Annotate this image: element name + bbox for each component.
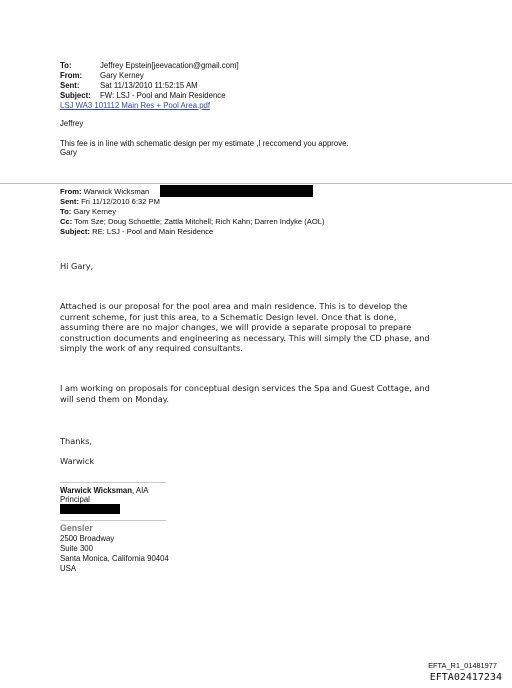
signature-name: Warwick Wicksman — [60, 486, 133, 495]
quoted-to-label: To: — [60, 207, 72, 216]
quoted-sent-value: Fri 11/12/2010 6:32 PM — [81, 197, 160, 206]
address-line: Suite 300 — [60, 544, 93, 553]
quoted-cc-label: Cc: — [60, 217, 73, 226]
body-name: Warwick — [60, 456, 95, 466]
body-p1-line: current scheme, for just this area, to a Schematic Design level. Once that is done, — [60, 311, 397, 322]
signature-title: Principal — [60, 495, 90, 504]
body-p2-line: will send them on Monday. — [60, 393, 169, 404]
quoted-sent-row — [60, 197, 325, 207]
subject-row — [60, 91, 239, 101]
sent-label: Sent: — [60, 81, 80, 90]
from-label: From: — [60, 71, 83, 80]
body-p2-line: I am working on proposals for conceptual design services the Spa and Guest Cottage, and — [60, 383, 430, 393]
body-p1-line: simply the work of any required consultants. — [60, 343, 243, 354]
quoted-cc-row — [60, 217, 325, 227]
address-line: USA — [60, 564, 77, 573]
quoted-cc-value: Tom Sze; Doug Schoettle; Zattla Mitchell; Rich Kahn; Darren Indyke (AOL) — [74, 217, 325, 226]
body-greeting: Hi Gary, — [60, 261, 94, 271]
signature-divider-bottom — [60, 520, 166, 521]
body-paragraph-1 — [60, 301, 430, 354]
quoted-sent-label: Sent: — [60, 197, 79, 206]
from-value: Gary Kerney — [100, 71, 144, 80]
quoted-from-label: From: — [60, 187, 82, 196]
to-row — [60, 61, 239, 71]
from-row — [60, 71, 239, 81]
subject-value: FW: LSJ - Pool and Main Residence — [100, 91, 226, 100]
signature-credential: , AIA — [132, 486, 149, 495]
quoted-subject-row — [60, 227, 325, 237]
message-separator — [0, 183, 512, 184]
email-header — [60, 61, 239, 111]
quoted-subject-label: Subject: — [60, 227, 90, 236]
address-line: Santa Monica, California 90404 — [60, 554, 169, 563]
quoted-to-row — [60, 207, 325, 217]
redaction-bar — [60, 504, 120, 514]
to-label: To: — [60, 61, 72, 70]
address-line: 2500 Broadway — [60, 534, 115, 543]
quoted-from-value: Warwick Wicksman — [83, 187, 150, 196]
attachment-link[interactable]: LSJ WA3 101112 Main Res + Pool Area.pdf — [60, 101, 211, 110]
body-p1-line: assuming there are no major changes, we will provide a separate proposal to prepare — [60, 322, 412, 333]
to-value: Jeffrey Epstein[jeevacation@gmail.com] — [100, 61, 239, 70]
footer-id-2: EFTA02417234 — [429, 672, 502, 683]
sent-row — [60, 81, 239, 91]
footer-id-1: EFTA_R1_01481977 — [428, 661, 497, 670]
reply-line-1: This fee is in line with schematic design per my estimate ,I reccomend you approve. — [60, 139, 349, 148]
body-p1-line: construction documents and engineering as necessary. This will simply the CD phase, and — [60, 332, 430, 343]
company-address — [60, 534, 169, 574]
quoted-to-value: Gary Kerney — [73, 207, 117, 216]
company-name: Gensler — [60, 523, 93, 533]
body-p1-line: Attached is our proposal for the pool area and main residence. This is to develop the — [60, 301, 408, 311]
body-paragraph-2 — [60, 383, 430, 404]
body-thanks: Thanks, — [60, 436, 93, 446]
reply-line-2: Gary — [60, 148, 77, 157]
signature-divider-top — [60, 482, 166, 483]
sent-value: Sat 11/13/2010 11:52:15 AM — [100, 81, 198, 90]
subject-label: Subject: — [60, 91, 91, 100]
attachment-row — [60, 101, 239, 111]
reply-salutation: Jeffrey — [60, 119, 84, 128]
quoted-subject-value: RE: LSJ - Pool and Main Residence — [92, 227, 214, 236]
redaction-bar — [160, 185, 313, 197]
